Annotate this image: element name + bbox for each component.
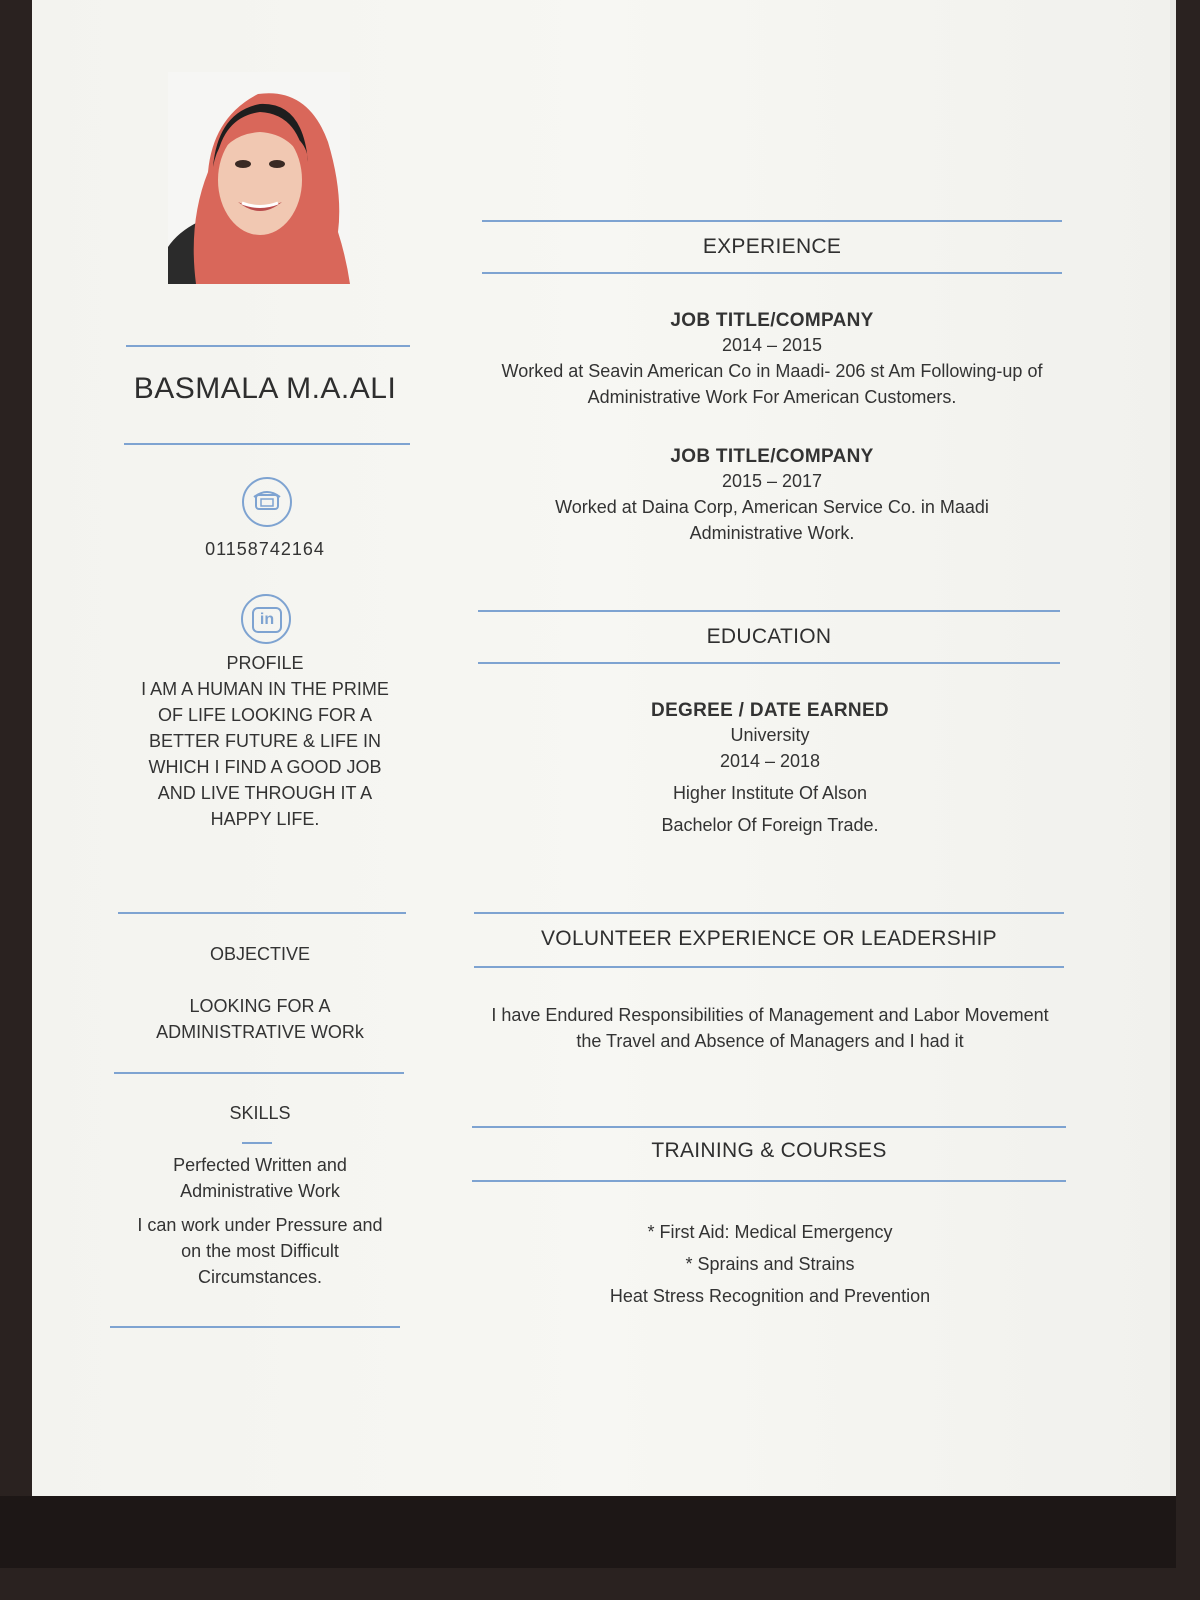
skill-line: Administrative Work: [180, 1181, 340, 1201]
skill-line: I can work under Pressure and: [137, 1215, 383, 1235]
objective-text: [110, 993, 410, 1045]
divider: [482, 272, 1062, 274]
skill-item: [110, 1152, 410, 1204]
profile-text: [110, 676, 420, 832]
divider: [482, 220, 1062, 222]
job-description-line: Administrative Work For American Customers.: [587, 387, 957, 407]
skills-heading: SKILLS: [229, 1103, 291, 1123]
profile-line: HAPPY LIFE.: [210, 809, 320, 829]
degree-major: Bachelor Of Foreign Trade.: [661, 815, 879, 835]
profile-photo: [168, 72, 350, 284]
divider: [472, 1180, 1066, 1182]
job-entry: [470, 310, 1074, 410]
divider: [124, 443, 410, 445]
candidate-name: BASMALA M.A.ALI: [133, 372, 397, 405]
volunteer-line: the Travel and Absence of Managers and I had it: [576, 1031, 964, 1051]
degree-title: DEGREE / DATE EARNED: [651, 700, 889, 721]
job-description-line: Worked at Seavin American Co in Maadi- 206 st Am Following-up of: [501, 361, 1043, 381]
profile-line: AND LIVE THROUGH IT A: [157, 783, 373, 803]
volunteer-heading: VOLUNTEER EXPERIENCE OR LEADERSHIP: [541, 927, 997, 950]
profile-heading: PROFILE: [226, 653, 304, 673]
skill-line: Circumstances.: [197, 1267, 323, 1287]
phone-icon: [242, 477, 292, 527]
profile-line: BETTER FUTURE & LIFE IN: [148, 731, 382, 751]
skill-line: Perfected Written and: [173, 1155, 347, 1175]
objective-line: LOOKING FOR A: [189, 996, 331, 1016]
education-heading: EDUCATION: [706, 625, 832, 648]
phone-number: 01158742164: [205, 539, 325, 559]
experience-heading: EXPERIENCE: [702, 235, 842, 258]
background-table-edge: [0, 1496, 1176, 1568]
job-title: JOB TITLE/COMPANY: [670, 310, 874, 331]
job-dates: 2015 – 2017: [721, 471, 823, 491]
job-dates: 2014 – 2015: [721, 335, 823, 355]
profile-line: OF LIFE LOOKING FOR A: [157, 705, 373, 725]
divider: [472, 1126, 1066, 1128]
job-description-line: Worked at Daina Corp, American Service Co. in Maadi: [555, 497, 989, 517]
job-entry: [470, 446, 1074, 546]
objective-line: ADMINISTRATIVE WORk: [156, 1022, 364, 1042]
volunteer-text: [470, 1002, 1070, 1054]
education-entry: [470, 700, 1070, 838]
profile-line: I AM A HUMAN IN THE PRIME: [141, 679, 389, 699]
skill-line: on the most Difficult: [181, 1241, 339, 1261]
divider: [478, 662, 1060, 664]
job-title: JOB TITLE/COMPANY: [670, 446, 874, 467]
divider: [114, 1072, 404, 1074]
job-description-line: Administrative Work.: [689, 523, 855, 543]
divider: [478, 610, 1060, 612]
objective-heading: OBJECTIVE: [209, 944, 311, 964]
training-item: Heat Stress Recognition and Prevention: [609, 1286, 931, 1306]
divider: [118, 912, 406, 914]
training-item: * First Aid: Medical Emergency: [647, 1222, 893, 1242]
divider: [110, 1326, 400, 1328]
skill-item: [110, 1212, 410, 1290]
training-list: [470, 1216, 1070, 1312]
divider: [126, 345, 410, 347]
profile-line: WHICH I FIND A GOOD JOB: [148, 757, 382, 777]
volunteer-line: I have Endured Responsibilities of Management and Labor Movement: [491, 1005, 1049, 1025]
training-heading: TRAINING & COURSES: [651, 1139, 887, 1162]
linkedin-icon[interactable]: in: [241, 594, 291, 644]
training-item: * Sprains and Strains: [685, 1254, 855, 1274]
school-name: University: [730, 725, 810, 745]
divider: [474, 966, 1064, 968]
institute-name: Higher Institute Of Alson: [672, 783, 868, 803]
skills-underline: [242, 1142, 272, 1144]
divider: [474, 912, 1064, 914]
education-dates: 2014 – 2018: [719, 751, 821, 771]
